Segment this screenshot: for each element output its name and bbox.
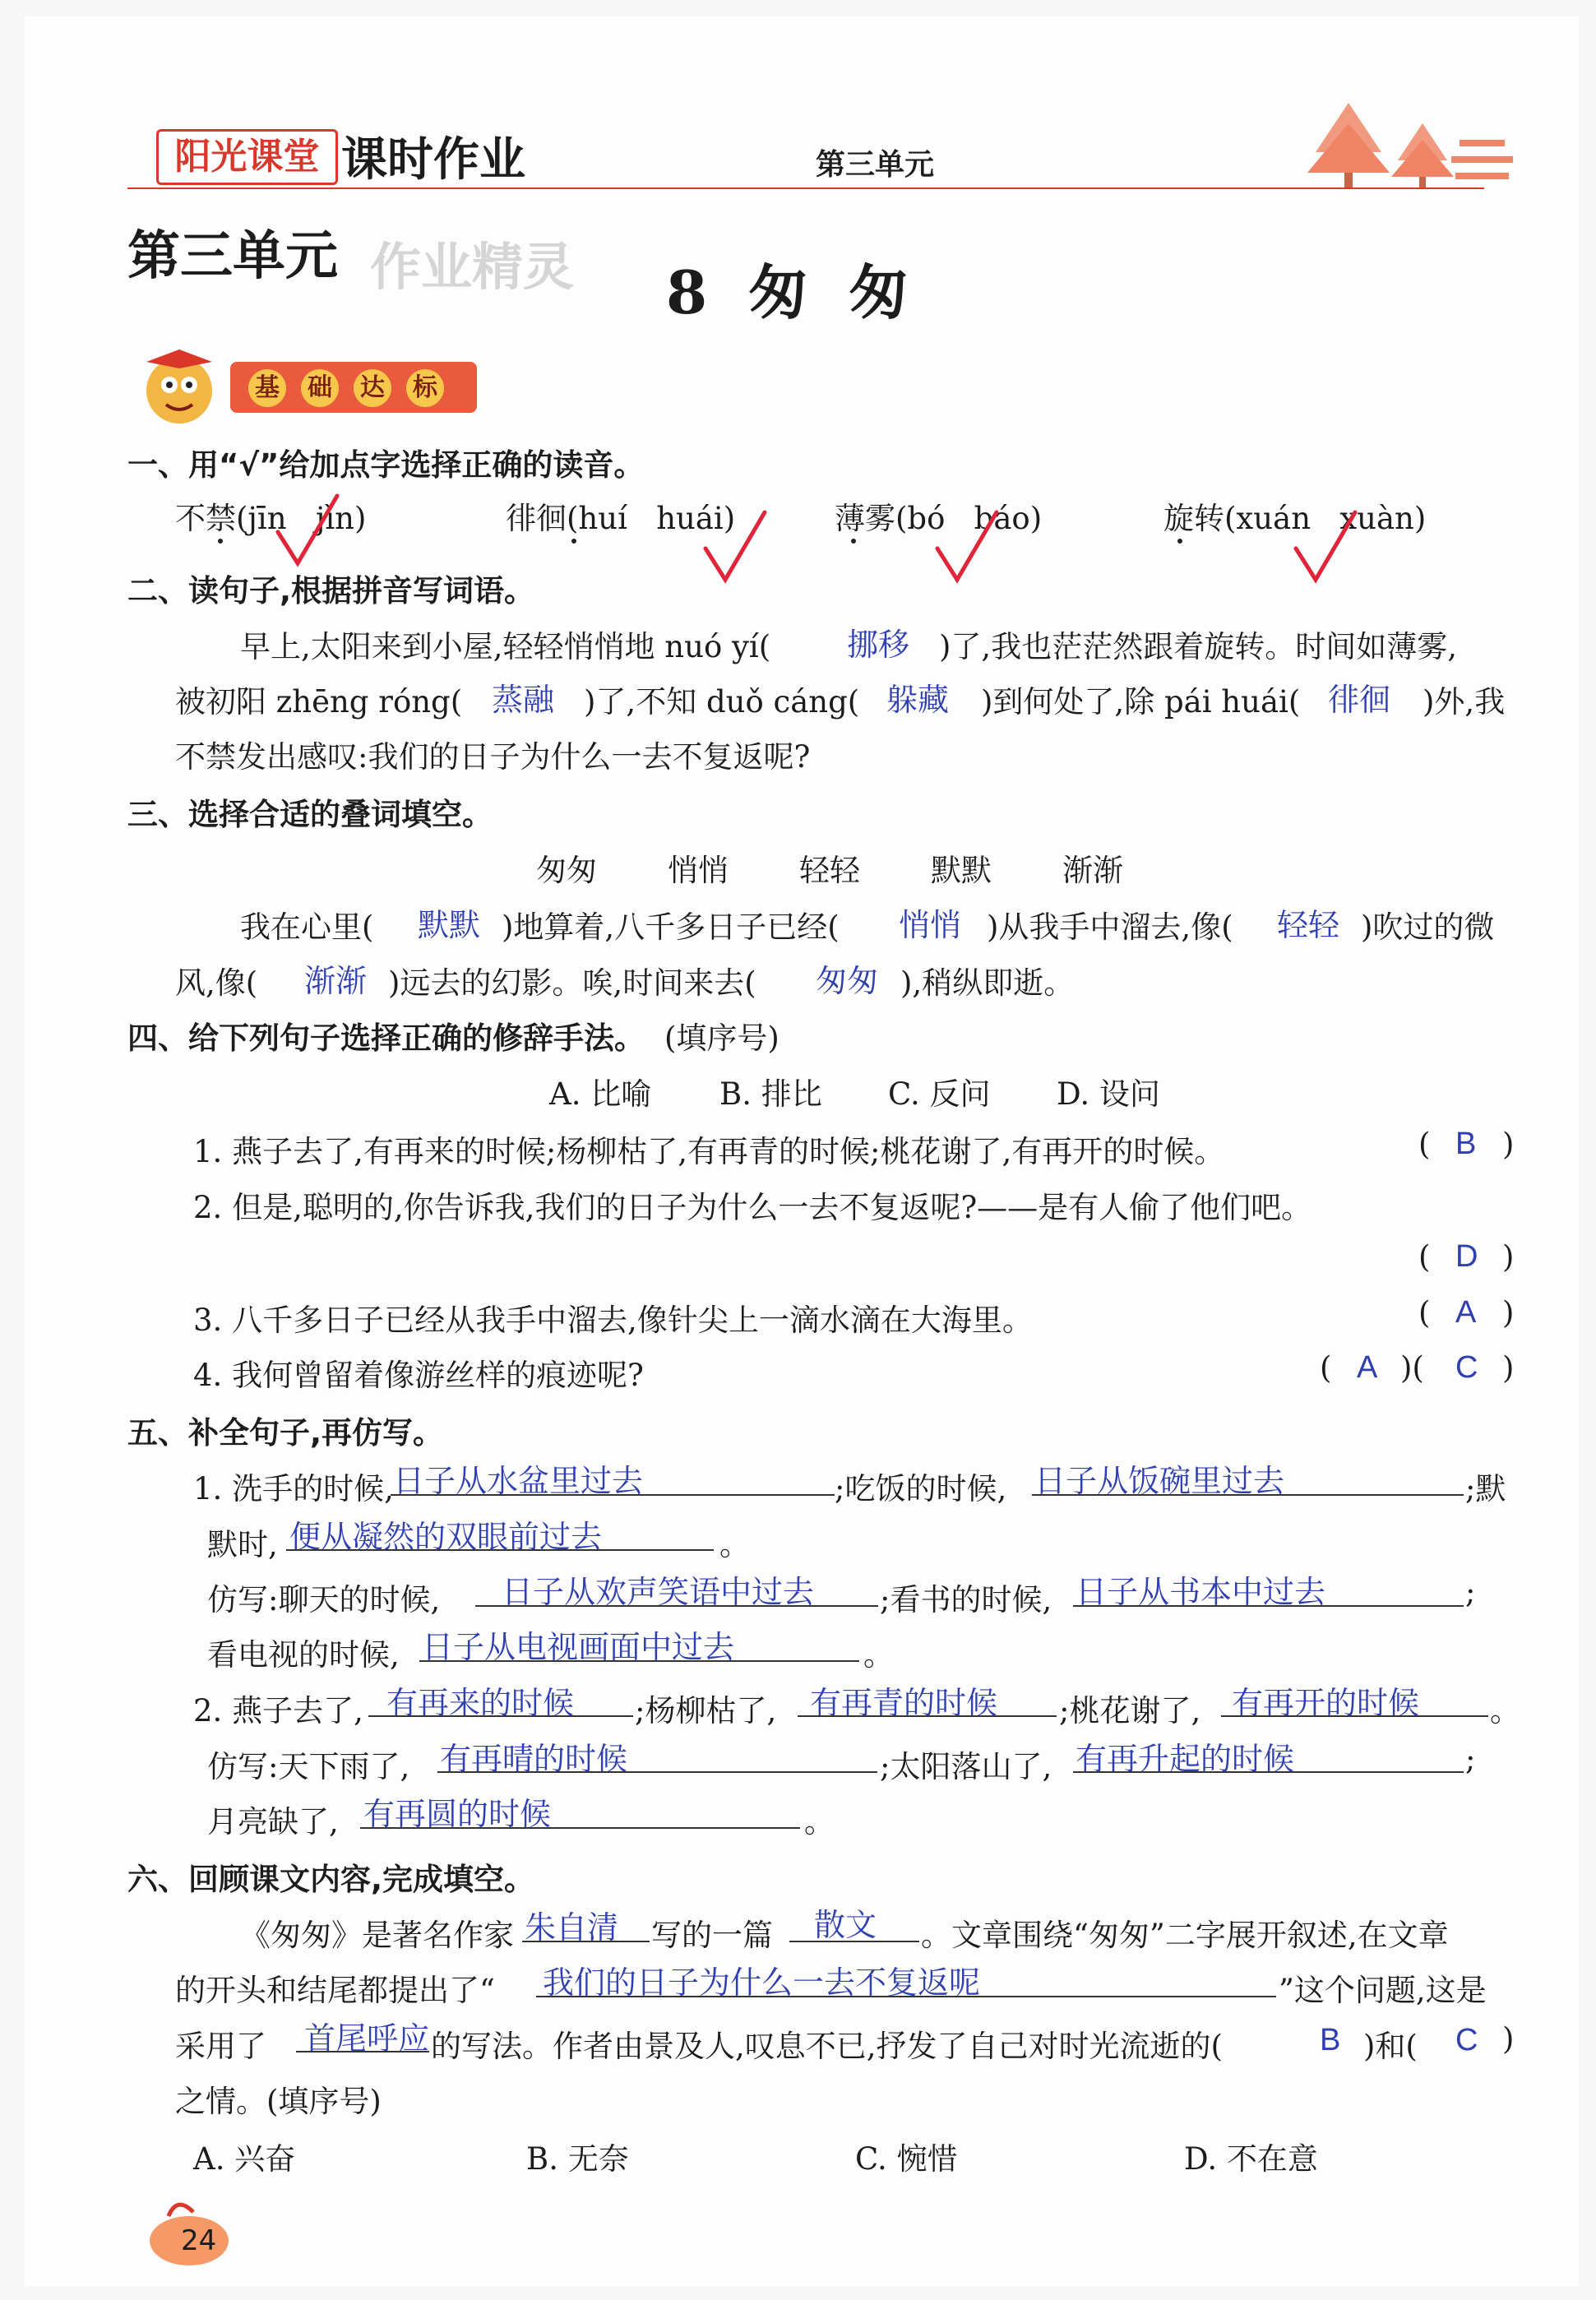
paren-close: ): [1502, 1127, 1515, 1162]
brand-logo: 阳光课堂: [156, 129, 338, 185]
sentence-end: ;: [1465, 1575, 1476, 1610]
sentence-end: 。: [719, 1527, 750, 1562]
check-mark-icon: [699, 506, 773, 588]
answer-text: B: [1320, 2023, 1341, 2057]
sentence-text: ;吃饭的时候,: [835, 1471, 1007, 1506]
section-1-heading: 一、用“√”给加点字选择正确的读音。: [127, 447, 645, 483]
answer-text: 默默: [418, 909, 481, 943]
answer-text: 渐渐: [304, 965, 368, 999]
sentence-text: ;杨柳枯了,: [635, 1693, 777, 1728]
sentence-text: 。文章围绕“匆匆”二字展开叙述,在文章: [921, 1918, 1449, 1953]
answer-text: 我们的日子为什么一去不复返呢: [543, 1966, 981, 2001]
sentence-text: 默时,: [207, 1527, 278, 1562]
sentence-text: )到何处了,除 pái huái(: [981, 684, 1301, 720]
answer-text: 有再晴的时候: [440, 1742, 628, 1777]
rhetoric-option: D. 设问: [1057, 1076, 1160, 1112]
answer-text: 朱自清: [525, 1911, 619, 1946]
check-mark-icon: [271, 489, 345, 572]
worksheet-page: [25, 16, 1579, 2286]
answer-text: B: [1455, 1127, 1477, 1161]
question-text: 3. 八千多日子已经从我手中溜去,像针尖上一滴水滴在大海里。: [193, 1303, 1033, 1338]
answer-line: [360, 1826, 800, 1829]
sentence-text: ;太阳落山了,: [880, 1749, 1052, 1784]
section-6-heading: 六、回顾课文内容,完成填空。: [127, 1862, 535, 1897]
paren-open: (: [1320, 1350, 1332, 1386]
answer-line: [1073, 1604, 1464, 1607]
feeling-option: A. 兴奋: [193, 2141, 296, 2177]
answer-text: 有再青的时候: [810, 1687, 998, 1721]
sentence-text: ),稍纵即逝。: [900, 965, 1075, 1001]
feeling-option: D. 不在意: [1184, 2141, 1318, 2177]
answer-text: 徘徊: [1328, 683, 1391, 718]
answer-text: 日子从饭碗里过去: [1034, 1465, 1285, 1499]
reading-choice: 薄雾(bó báo): [835, 501, 1043, 536]
sentence-text: )了,我也茫茫然跟着旋转。时间如薄雾,: [939, 629, 1457, 664]
emphasis-dot: [571, 539, 576, 544]
sentence-text: 看电视的时候,: [207, 1637, 400, 1673]
paren-close: ): [1502, 1350, 1515, 1386]
sentence-text: 《匆匆》是著名作家: [240, 1918, 514, 1953]
word-option: 渐渐: [1062, 853, 1123, 888]
answer-text: 首尾呼应: [304, 2022, 430, 2057]
sentence-end: ;: [1465, 1742, 1476, 1777]
rhetoric-option: B. 排比: [719, 1076, 822, 1112]
rhetoric-option: A. 比喻: [549, 1076, 652, 1112]
answer-text: A: [1357, 1350, 1378, 1385]
question-text: 4. 我何曾留着像游丝样的痕迹呢?: [193, 1358, 644, 1393]
reading-choice: 不禁(jīn jìn): [175, 501, 367, 536]
mascot-icon: [130, 345, 237, 436]
answer-text: 悄悄: [899, 909, 962, 943]
answer-line: [798, 1714, 1057, 1717]
answer-text: 便从凝然的双眼前过去: [289, 1520, 603, 1555]
sentence-text: 被初阳 zhēng róng(: [175, 684, 463, 720]
header-unit: 第三单元: [816, 148, 935, 182]
unit-title: 第三单元: [127, 226, 338, 287]
answer-line: [286, 1548, 714, 1551]
answer-line: [419, 1659, 859, 1662]
sentence-text: )地算着,八千多日子已经(: [502, 909, 840, 945]
paren-close: ): [1502, 2021, 1515, 2057]
section-3-heading: 三、选择合适的叠词填空。: [127, 797, 493, 832]
word-option: 默默: [931, 853, 992, 888]
paren-close: ): [1502, 1239, 1515, 1275]
sentence-text: )了,不知 duǒ cáng(: [584, 684, 860, 720]
answer-text: 轻轻: [1277, 909, 1340, 943]
page-number: 24: [181, 2224, 217, 2257]
answer-text: D: [1455, 1239, 1478, 1274]
section-6-note: (填序号): [266, 2084, 382, 2119]
answer-line: [536, 1994, 1276, 1997]
answer-text: 散文: [814, 1909, 877, 1943]
sentence-text: 2. 燕子去了,: [193, 1693, 363, 1728]
feeling-option: C. 惋惜: [855, 2141, 958, 2177]
sentence-text: )和(: [1363, 2029, 1418, 2064]
sentence-text: )吹过的微: [1361, 909, 1495, 945]
answer-line: [475, 1604, 878, 1607]
section-4-note: (填序号): [664, 1020, 779, 1056]
sentence-end: 。: [1490, 1693, 1520, 1728]
sentence-end: 。: [863, 1637, 894, 1673]
sentence-text: )外,我: [1423, 684, 1506, 720]
answer-text: C: [1455, 1350, 1478, 1385]
sentence-text: )从我手中溜去,像(: [987, 909, 1233, 945]
sentence-text: ;看书的时候,: [880, 1582, 1052, 1617]
answer-line: [391, 1492, 835, 1496]
answer-text: C: [1455, 2023, 1478, 2057]
check-mark-icon: [931, 506, 1005, 588]
answer-line: [437, 1770, 877, 1773]
sentence-text: 写的一篇: [651, 1918, 773, 1953]
answer-line: [522, 1939, 650, 1942]
word-option: 轻轻: [799, 853, 860, 888]
paren-open: (: [1418, 1239, 1431, 1275]
section-2-heading: 二、读句子,根据拼音写词语。: [127, 573, 535, 609]
answer-text: 日子从水盆里过去: [393, 1465, 644, 1499]
badge-char: 达: [354, 369, 391, 407]
emphasis-dot: [1177, 539, 1182, 544]
sentence-text: 1. 洗手的时候,: [193, 1471, 394, 1506]
rhetoric-option: C. 反问: [888, 1076, 991, 1112]
answer-text: 有再开的时候: [1232, 1687, 1420, 1721]
answer-text: A: [1455, 1295, 1477, 1330]
sentence-text: 之情。: [175, 2084, 266, 2119]
sentence-text: 月亮缺了,: [207, 1804, 339, 1840]
badge-char: 基: [248, 369, 286, 407]
answer-text: 蒸融: [492, 683, 555, 718]
sentence-end: 。: [804, 1804, 835, 1840]
reading-choice: 徘徊(huí huái): [506, 501, 736, 536]
section-4-heading: 四、给下列句子选择正确的修辞手法。: [127, 1020, 645, 1056]
feeling-option: B. 无奈: [526, 2141, 629, 2177]
emphasis-dot: [851, 539, 856, 544]
answer-line: [789, 1939, 919, 1942]
sentence-text: ;默: [1465, 1471, 1506, 1506]
answer-text: 有再圆的时候: [363, 1798, 552, 1832]
watermark: 作业精灵: [370, 237, 575, 297]
answer-text: 匆匆: [816, 965, 879, 999]
sentence-text: )远去的幻影。唉,时间来去(: [388, 965, 756, 1001]
word-option: 悄悄: [668, 853, 729, 888]
question-text: 1. 燕子去了,有再来的时候;杨柳枯了,有再青的时候;桃花谢了,有再开的时候。: [193, 1134, 1225, 1169]
answer-text: 有再来的时候: [386, 1687, 575, 1721]
sentence-text: 早上,太阳来到小屋,轻轻悄悄地 nuó yí(: [240, 629, 771, 664]
answer-line: [1032, 1492, 1464, 1496]
sentence-text: 我在心里(: [240, 909, 374, 945]
answer-line: [1221, 1714, 1488, 1717]
answer-text: 日子从电视画面中过去: [422, 1631, 735, 1665]
answer-text: 挪移: [847, 628, 910, 663]
reading-choice: 旋转(xuán xuàn): [1163, 501, 1427, 536]
series-title: 课时作业: [341, 133, 525, 187]
sentence-text: 采用了: [175, 2029, 266, 2064]
header-rule: [127, 186, 1484, 189]
answer-text: 有再升起的时候: [1076, 1742, 1295, 1777]
sentence-text: 仿写:天下雨了,: [207, 1749, 410, 1784]
paren-pair: )(: [1400, 1350, 1424, 1386]
sentence-text: 的开头和结尾都提出了“: [175, 1973, 495, 2008]
paren-open: (: [1418, 1127, 1431, 1162]
sentence-text: 风,像(: [175, 965, 258, 1001]
section-5-heading: 五、补全句子,再仿写。: [127, 1415, 444, 1451]
sentence-text: 仿写:聊天的时候,: [207, 1582, 441, 1617]
word-option: 匆匆: [536, 853, 597, 888]
section-badge: [230, 362, 477, 413]
answer-text: 日子从欢声笑语中过去: [502, 1576, 815, 1610]
sentence-text: 的写法。作者由景及人,叹息不已,抒发了自己对时光流逝的(: [431, 2029, 1223, 2064]
badge-char: 础: [301, 369, 339, 407]
answer-text: 躲藏: [886, 683, 950, 718]
paren-open: (: [1418, 1295, 1431, 1330]
sentence-text: ”这个问题,这是: [1279, 1973, 1487, 2008]
question-text: 2. 但是,聪明的,你告诉我,我们的日子为什么一去不复返呢?——是有人偷了他们吧。: [193, 1190, 1312, 1225]
paren-close: ): [1502, 1295, 1515, 1330]
tree-decoration: [1299, 95, 1513, 193]
lesson-title: 8 匆 匆: [666, 257, 909, 327]
emphasis-dot: [218, 539, 223, 544]
answer-text: 日子从书本中过去: [1076, 1576, 1326, 1610]
badge-char: 标: [406, 369, 444, 407]
sentence-text: 不禁发出感叹:我们的日子为什么一去不复返呢?: [175, 739, 811, 775]
sentence-text: ;桃花谢了,: [1059, 1693, 1201, 1728]
answer-line: [368, 1714, 633, 1717]
answer-line: [1073, 1770, 1464, 1773]
answer-line: [296, 2049, 429, 2052]
check-mark-icon: [1289, 506, 1363, 588]
